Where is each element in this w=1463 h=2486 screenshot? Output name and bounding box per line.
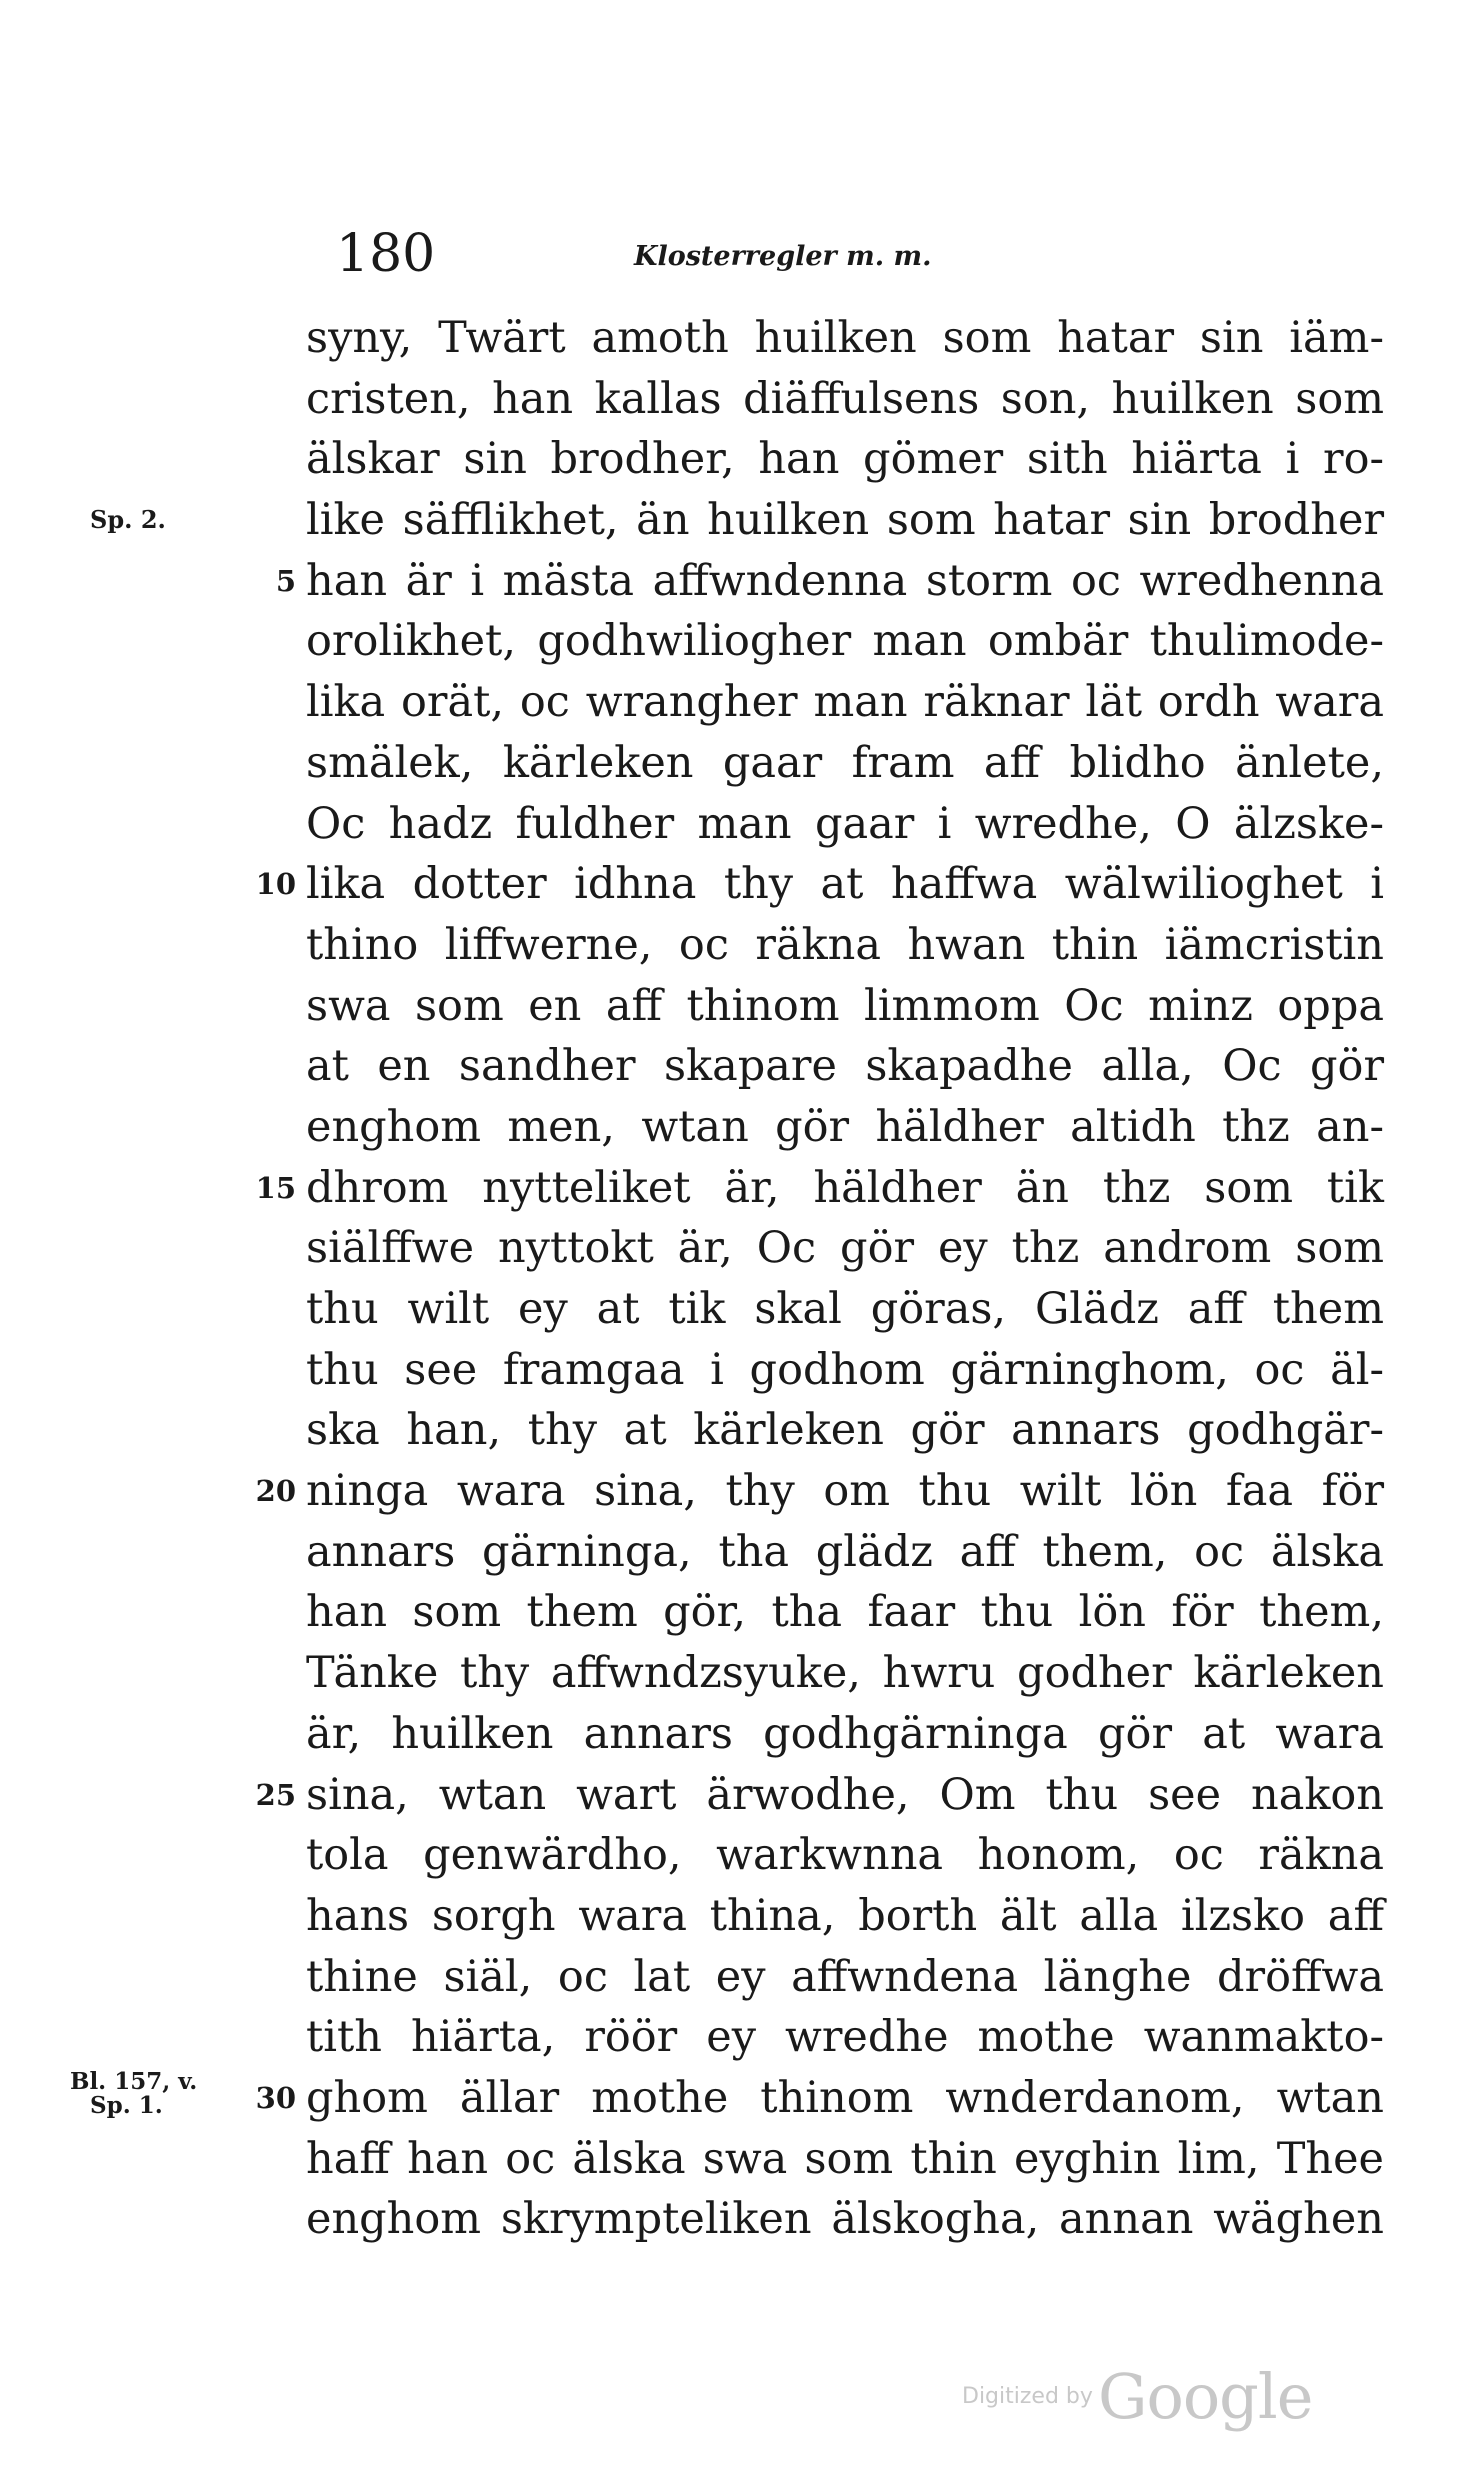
margin-note-bl157-line1: Bl. 157, v.	[70, 2067, 198, 2095]
line-text: Tänke thy affwndzsyuke, hwru godher kärleken	[306, 1648, 1384, 1699]
text-line	[306, 429, 1384, 490]
line-text: thu wilt ey at tik skal göras, Glädz aff them	[306, 1284, 1384, 1334]
text-line	[306, 976, 1384, 1037]
line-number: 15	[255, 1170, 296, 1205]
line-text: cristen, han kallas diäffulsens son, huilken som	[306, 373, 1384, 424]
text-line	[306, 2189, 1384, 2250]
text-line	[255, 854, 1384, 915]
text-line	[306, 1218, 1384, 1279]
line-text: sina, wtan wart ärwodhe, Om thu see nakon	[306, 1769, 1384, 1820]
text-line	[90, 490, 1384, 551]
line-text: lika dotter idhna thy at haffwa wälwilioghet i	[306, 859, 1384, 910]
page-number: 180	[336, 224, 436, 284]
text-line	[306, 1582, 1384, 1643]
line-text: enghom skrympteliken älskogha, annan wäghen	[306, 2194, 1384, 2245]
line-text: lika orät, oc wrangher man räknar lät ordh wara	[306, 677, 1384, 728]
line-text: orolikhet, godhwiliogher man ombär thulimode-	[306, 616, 1384, 667]
line-text: thu see framgaa i godhom gärninghom, oc äl-	[306, 1344, 1384, 1395]
text-line	[306, 1886, 1384, 1947]
line-text: annars gärninga, tha glädz aff them, oc älska	[306, 1526, 1384, 1577]
line-number: 25	[255, 1777, 296, 1812]
text-line	[306, 1522, 1384, 1583]
text-line	[306, 915, 1384, 976]
line-text: ghom ällar mothe thinom wnderdanom, wtan	[306, 2072, 1384, 2123]
line-text: ska han, thy at kärleken gör annars godhgär-	[306, 1405, 1384, 1456]
text-block	[70, 308, 1384, 2250]
text-line	[255, 1461, 1384, 1522]
text-line	[306, 2007, 1384, 2068]
text-line	[306, 1279, 1384, 1340]
line-text: thine siäl, oc lat ey affwndena länghe dröffwa	[306, 1951, 1384, 2002]
margin-note-bl157	[70, 2067, 198, 2119]
line-text: han som them gör, tha faar thu lön för them,	[306, 1587, 1384, 1638]
running-head: Klosterregler m. m.	[634, 241, 932, 272]
line-text: syny, Twärt amoth huilken som hatar sin iäm-	[306, 313, 1384, 363]
line-number: 10	[255, 867, 296, 902]
margin-note-bl157-line2: Sp. 1.	[90, 2091, 163, 2119]
line-text: hans sorgh wara thina, borth ält alla ilzsko aff	[306, 1890, 1384, 1941]
line-text: dhrom nytteliket är, häldher än thz som tik	[306, 1162, 1384, 1213]
watermark-prefix: Digitized by	[962, 2384, 1093, 2409]
text-line	[306, 672, 1384, 733]
text-line	[306, 2129, 1384, 2190]
text-line	[306, 611, 1384, 672]
line-text: han är i mästa affwndenna storm oc wredhenna	[306, 555, 1384, 606]
line-text: haff han oc älska swa som thin eyghin lim, Thee	[306, 2133, 1384, 2184]
text-line	[306, 369, 1384, 430]
line-text: thino liffwerne, oc räkna hwan thin iämcristin	[306, 919, 1384, 970]
text-line	[306, 1036, 1384, 1097]
text-line	[306, 1400, 1384, 1461]
text-line	[306, 1643, 1384, 1704]
text-line	[70, 2067, 1384, 2129]
text-line	[306, 1825, 1384, 1886]
line-number: 20	[255, 1474, 296, 1509]
line-text: swa som en aff thinom limmom Oc minz oppa	[306, 980, 1384, 1031]
line-text: like säfflikhet, än huilken som hatar sin brodher	[306, 495, 1384, 546]
text-line	[306, 1704, 1384, 1765]
text-line	[306, 733, 1384, 794]
line-text: tola genwärdho, warkwnna honom, oc räkna	[306, 1830, 1384, 1881]
text-line	[306, 794, 1384, 855]
watermark	[962, 2360, 1312, 2433]
line-text: ninga wara sina, thy om thu wilt lön faa för	[306, 1466, 1384, 1517]
line-text: Oc hadz fuldher man gaar i wredhe, O älzske-	[306, 798, 1384, 849]
line-number: 5	[275, 563, 296, 598]
margin-note-sp2: Sp. 2.	[90, 505, 166, 535]
text-line	[306, 308, 1384, 369]
text-line	[306, 1097, 1384, 1158]
line-text: är, huilken annars godhgärninga gör at wara	[306, 1708, 1384, 1759]
line-text: at en sandher skapare skapadhe alla, Oc gör	[306, 1041, 1384, 1092]
line-text: smälek, kärleken gaar fram aff blidho änlete,	[306, 737, 1384, 788]
text-line	[306, 1947, 1384, 2008]
text-line	[255, 1158, 1384, 1219]
line-text: siälffwe nyttokt är, Oc gör ey thz androm som	[306, 1223, 1384, 1274]
line-text: tith hiärta, röör ey wredhe mothe wanmakto-	[306, 2012, 1384, 2063]
text-line	[255, 1765, 1384, 1826]
line-number: 30	[255, 2080, 296, 2115]
text-line	[306, 1340, 1384, 1401]
line-text: älskar sin brodher, han gömer sith hiärta i ro-	[306, 434, 1384, 485]
watermark-brand: Google	[1098, 2360, 1313, 2433]
line-text: enghom men, wtan gör häldher altidh thz an-	[306, 1101, 1384, 1152]
text-line	[275, 551, 1384, 612]
